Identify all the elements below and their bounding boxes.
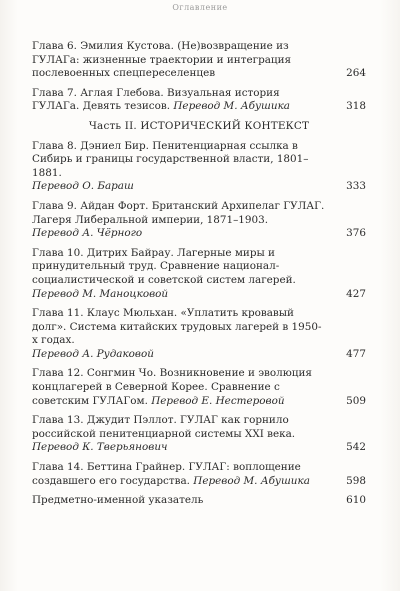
chapter-title: Дитрих Байрау. Лагерные миры и принудительный труд. Сравнение национал-социалистической и советской систем лагерей. xyxy=(32,246,296,286)
chapter-number: Глава 10. xyxy=(32,246,84,259)
toc-entry-ch10 xyxy=(32,247,366,301)
chapter-title: Аглая Глебова. Визуальная история ГУЛАГа. Девять тезисов. xyxy=(32,86,280,113)
chapter-title: Джудит Пэллот. ГУЛАГ как горнило российской пенитенциарной системы XXI века. xyxy=(32,414,296,440)
toc-entry-ch9 xyxy=(32,200,366,241)
page-number: 610 xyxy=(346,494,366,507)
chapter-number: Глава 13. xyxy=(32,414,84,427)
chapter-number: Глава 7. xyxy=(32,86,77,99)
part-heading: Часть II. ИСТОРИЧЕСКИЙ КОНТЕКСТ xyxy=(88,119,310,132)
running-header: Оглавление xyxy=(172,3,228,12)
page-number: 542 xyxy=(346,441,366,454)
chapter-number: Глава 9. xyxy=(32,199,77,212)
translator: Перевод А. Чёрного xyxy=(32,227,143,240)
chapter-number: Глава 8. xyxy=(32,139,77,152)
toc-entry-ch11 xyxy=(32,307,366,361)
page-number: 264 xyxy=(346,67,366,80)
chapter-title: Дэниел Бир. Пенитенциарная ссылка в Сибирь и границы государственной власти, 1801–1881. xyxy=(32,139,309,179)
chapter-title: Эмилия Кустова. (Не)возвращение из ГУЛАГа: жизненные траектории и интеграция послевоенных спецпереселенцев xyxy=(32,40,292,80)
chapter-number: Глава 11. xyxy=(32,307,84,320)
translator: Перевод М. Абушика xyxy=(173,100,290,113)
chapter-title: Беттина Грайнер. ГУЛАГ: воплощение создавшего его государства. xyxy=(32,461,301,487)
page-number: 598 xyxy=(346,474,366,487)
chapter-title: Сонгмин Чо. Возникновение и эволюция концлагерей в Северной Корее. Сравнение с советским ГУЛАГом. xyxy=(32,367,312,407)
page-number: 376 xyxy=(346,227,366,240)
toc-entry-ch7 xyxy=(32,87,366,114)
toc-entry-ch6 xyxy=(32,40,366,81)
table-of-contents xyxy=(32,40,366,514)
translator: Перевод А. Рудаковой xyxy=(32,347,154,360)
chapter-title: Айдан Форт. Британский Архипелаг ГУЛАГ. Лагеря Либеральной империи, 1871–1903. xyxy=(32,199,325,226)
chapter-number: Глава 6. xyxy=(32,40,77,52)
translator: Перевод М. Маноцковой xyxy=(32,287,169,300)
translator: Перевод Е. Нестеровой xyxy=(151,394,285,407)
page-number: 318 xyxy=(346,100,366,113)
toc-entry-index xyxy=(32,494,366,508)
toc-entry-ch14 xyxy=(32,461,366,488)
translator: Перевод М. Абушика xyxy=(193,474,310,487)
toc-entry-ch13 xyxy=(32,414,366,455)
toc-entry-ch8 xyxy=(32,140,366,194)
page-number: 477 xyxy=(346,347,366,360)
chapter-title: Клаус Мюльхан. «Уплатить кровавый долг». Система китайских трудовых лагерей в 1950-х годах. xyxy=(32,307,322,347)
toc-entry-ch12 xyxy=(32,367,366,408)
index-title: Предметно-именной указатель xyxy=(32,494,204,507)
page-number: 333 xyxy=(346,180,366,193)
chapter-number: Глава 14. xyxy=(32,461,84,474)
translator: Перевод О. Бараш xyxy=(32,180,134,193)
page-number: 509 xyxy=(346,394,366,407)
page-number: 427 xyxy=(346,287,366,300)
translator: Перевод К. Тверьянович xyxy=(32,441,168,454)
chapter-number: Глава 12. xyxy=(32,367,84,380)
